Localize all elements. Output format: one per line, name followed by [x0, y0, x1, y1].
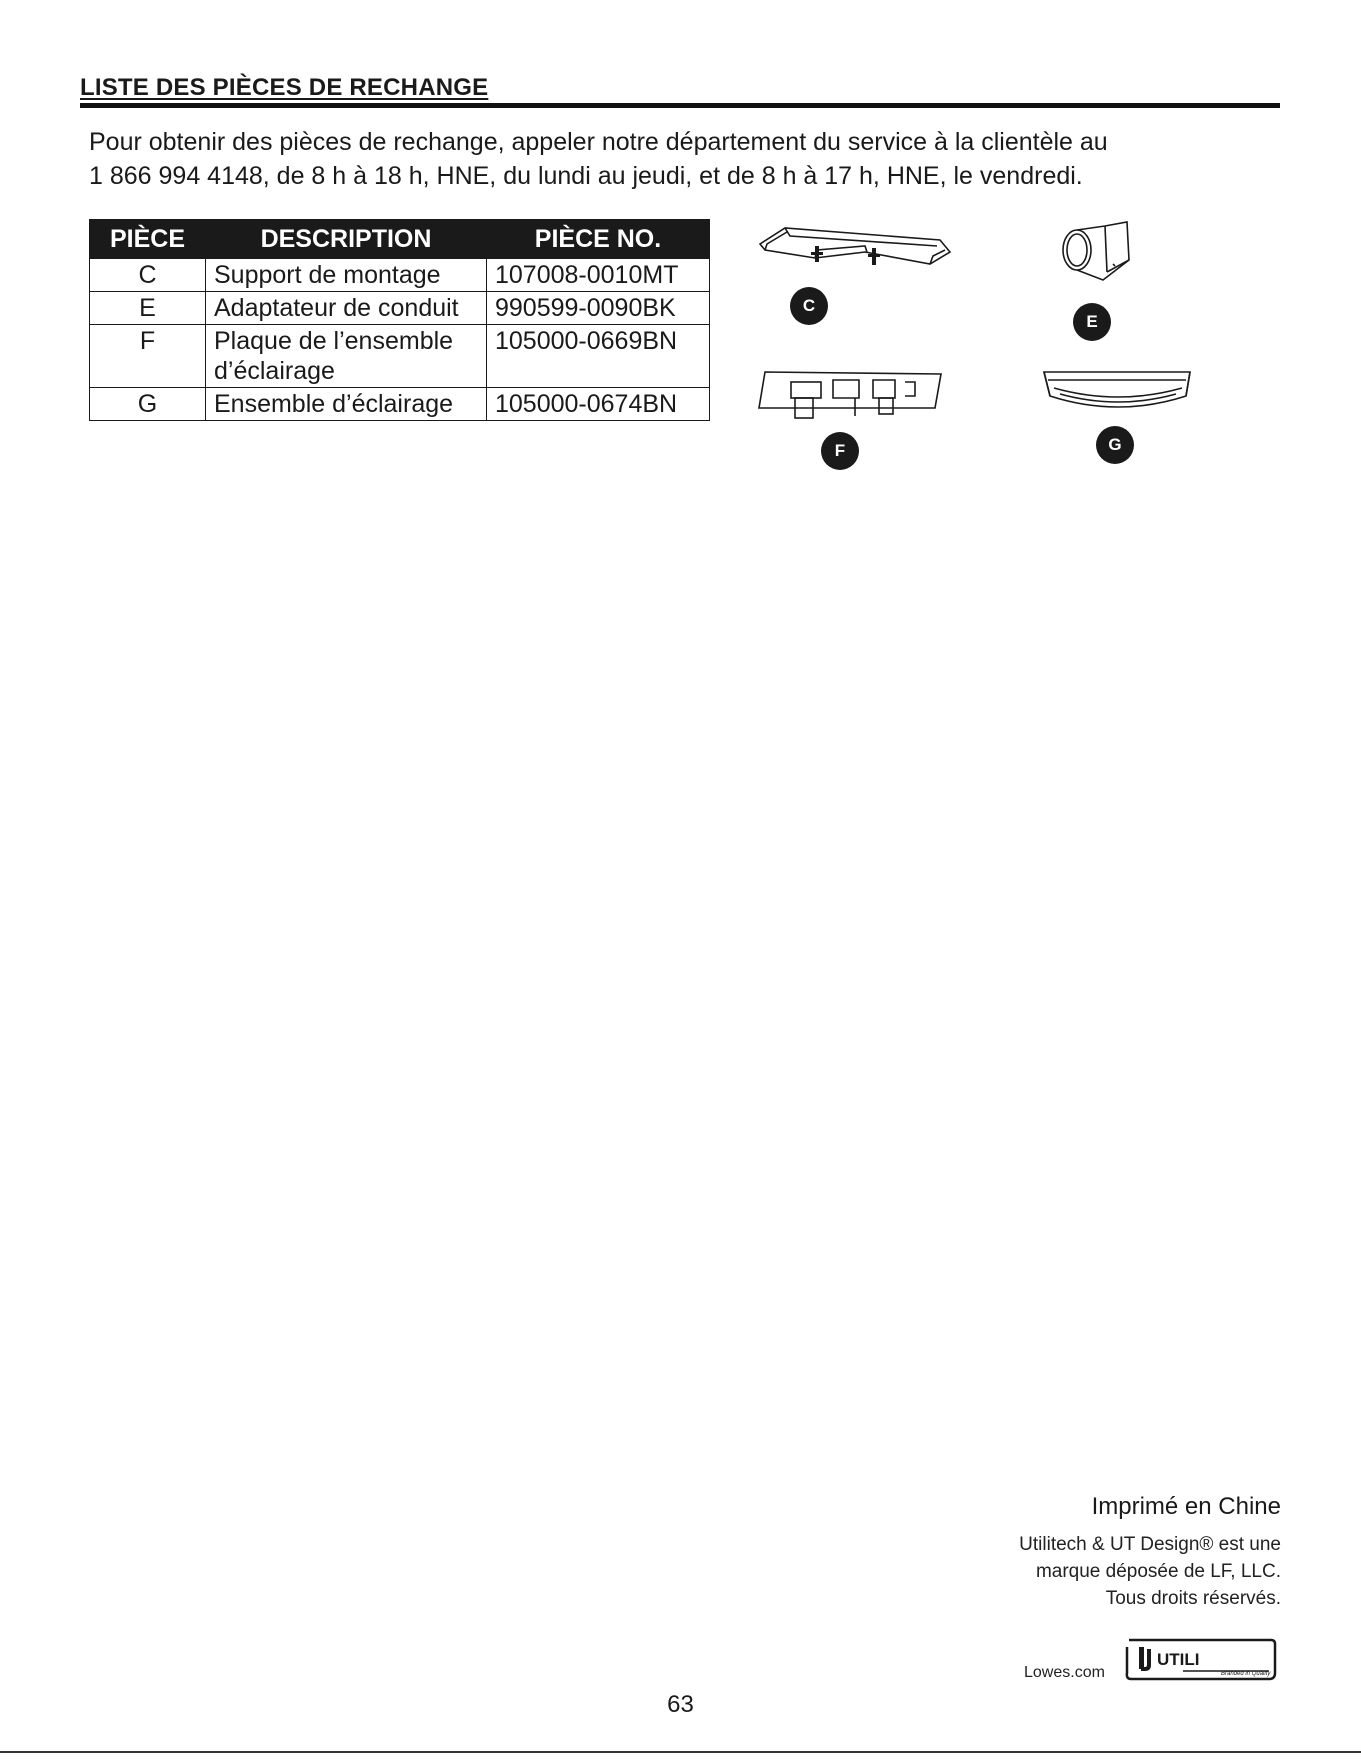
- heading-rule: [80, 103, 1280, 108]
- part-badge-f: F: [821, 432, 859, 470]
- trademark-line-1: Utilitech & UT Design® est une: [1019, 1534, 1281, 1555]
- light-assembly-icon: [1040, 366, 1195, 418]
- light-plate-icon: [755, 368, 945, 430]
- table-row: [90, 388, 710, 421]
- cell-number: 107008-0010MT: [487, 259, 710, 292]
- cell-piece: G: [90, 388, 206, 421]
- cell-number: 105000-0669BN: [487, 325, 710, 388]
- cell-piece: C: [90, 259, 206, 292]
- page-number: 63: [667, 1691, 694, 1718]
- cell-description: Support de montage: [206, 259, 487, 292]
- intro-line-1: Pour obtenir des pièces de rechange, appeler notre département du service à la clientèle au: [89, 128, 1108, 156]
- part-badge-g: G: [1096, 426, 1134, 464]
- column-header-number: PIÈCE NO.: [487, 220, 710, 259]
- column-header-description: DESCRIPTION: [206, 220, 487, 259]
- page-heading: LISTE DES PIÈCES DE RECHANGE: [80, 74, 489, 101]
- trademark-line-3: Tous droits réservés.: [1105, 1588, 1281, 1609]
- svg-text:Branded in Quality: Branded in Quality: [1221, 1671, 1271, 1677]
- cell-description: Plaque de l’ensemble d’éclairage: [206, 325, 487, 388]
- mounting-bracket-icon: [755, 222, 955, 277]
- cell-piece: F: [90, 325, 206, 388]
- cell-number: 105000-0674BN: [487, 388, 710, 421]
- trademark-notice: [1019, 1531, 1281, 1612]
- cell-description: Adaptateur de conduit: [206, 292, 487, 325]
- table-header-row: [90, 220, 710, 259]
- parts-table: [89, 219, 710, 421]
- svg-text:UTILI: UTILI: [1157, 1650, 1200, 1669]
- cell-number: 990599-0090BK: [487, 292, 710, 325]
- part-badge-e: E: [1073, 303, 1111, 341]
- intro-line-2: 1 866 994 4148, de 8 h à 18 h, HNE, du lundi au jeudi, et de 8 h à 17 h, HNE, le vendredi.: [89, 162, 1083, 190]
- column-header-piece: PIÈCE: [90, 220, 206, 259]
- intro-paragraph: [89, 125, 1289, 193]
- cell-piece: E: [90, 292, 206, 325]
- duct-adapter-icon: [1055, 220, 1135, 292]
- table-row: [90, 292, 710, 325]
- printed-in: Imprimé en Chine: [1091, 1493, 1281, 1520]
- table-row: [90, 259, 710, 292]
- website-link[interactable]: Lowes.com: [1024, 1664, 1105, 1681]
- part-badge-c: C: [790, 287, 828, 325]
- cell-description: Ensemble d’éclairage: [206, 388, 487, 421]
- utilitech-logo: [1123, 1637, 1277, 1682]
- table-row: [90, 325, 710, 388]
- trademark-line-2: marque déposée de LF, LLC.: [1035, 1561, 1281, 1582]
- page-bottom-rule: [0, 1751, 1361, 1753]
